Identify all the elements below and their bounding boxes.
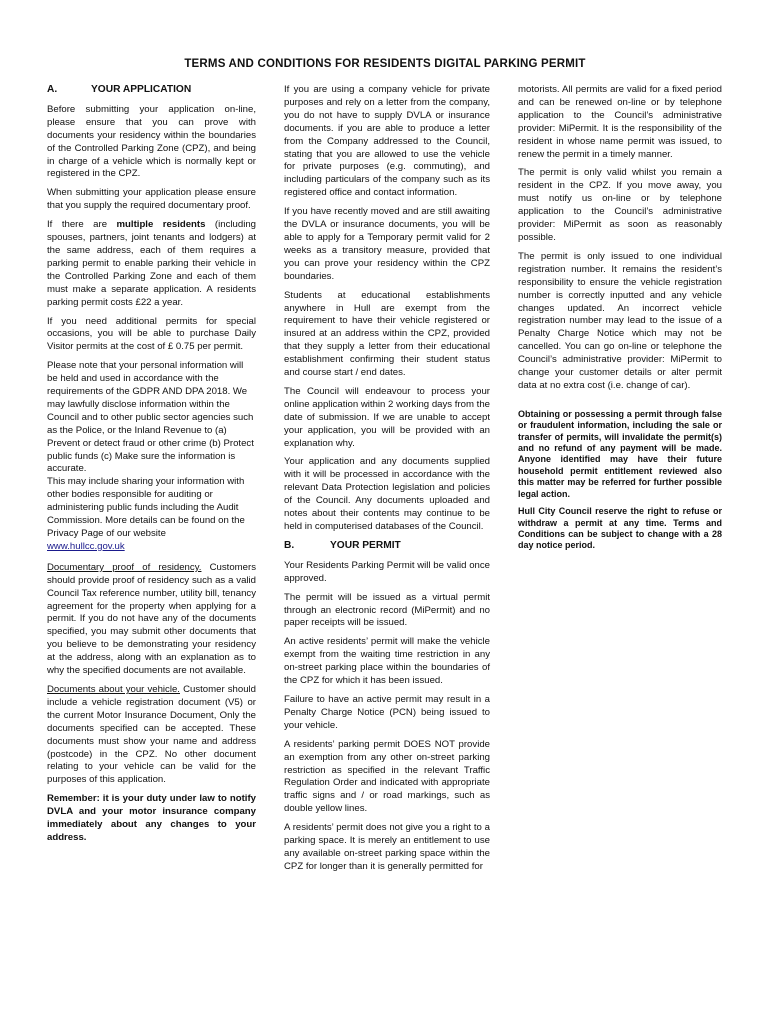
paragraph: The permit is only valid whilst you remain a resident in the CPZ. If you move away, you must notify us on-line or by telephone application to the Council’s administrative provider: MiPermit as soon as reasonably possible.: [518, 167, 722, 243]
column-2: [284, 84, 490, 880]
paragraph-sharing: This may include sharing your information with other bodies responsible for auditing or administering public funds including the Audit Commission. More details can be found on the Privacy Page of our website: [47, 476, 245, 539]
section-b-heading: [284, 540, 490, 553]
paragraph: A residents’ parking permit DOES NOT provide an exemption from any other on-street parking restriction as specified in the relevant Traffic Regulation Order and indicated with appropriate traffic signs and / or road markings, such as double yellow lines.: [284, 738, 490, 815]
section-b-title: YOUR PERMIT: [330, 539, 401, 551]
paragraph-council-rights: Hull City Council reserve the right to refuse or withdraw a permit at any time. Terms and Conditions can be subject to change with a 28 day notice period.: [518, 506, 722, 551]
bold-text: multiple residents: [116, 219, 206, 231]
text: If there are: [47, 219, 117, 231]
paragraph-multiple-residents: [47, 219, 256, 309]
paragraph-fraud-warning: Obtaining or possessing a permit through false or fraudulent information, including the sale or transfer of permits, will invalidate the permit(s) and no refund of any payment will be made. Anyone identified may have their future household permit entitlement reviewed also this matter may be referred for further possible legal action.: [518, 408, 722, 499]
column-3: [518, 84, 722, 558]
section-a-title: YOUR APPLICATION: [91, 84, 192, 95]
underlined-heading: Documents about your vehicle.: [47, 683, 180, 695]
paragraph: Your application and any documents supplied with it will be processed in accordance with the relevant Data Protection legislation and policies of the Council. Any documents uploaded and notes about their contents may continue to be held in computerised databases of the Council.: [284, 456, 490, 532]
paragraph: If you need additional permits for special occasions, you will be able to purchase Daily Visitor permits at the cost of £ 0.75 per permit.: [47, 315, 256, 353]
paragraph: Failure to have an active permit may result in a Penalty Charge Notice (PCN) being issued to your vehicle.: [284, 693, 490, 731]
spacer: [518, 399, 722, 409]
paragraph-vehicle-docs: [47, 684, 256, 787]
paragraph: An active residents’ permit will make the vehicle exempt from the waiting time restriction in any on-street parking place within the boundaries of the CPZ for which it has been issued.: [284, 636, 490, 687]
paragraph: Your Residents Parking Permit will be valid once approved.: [284, 559, 490, 584]
paragraph: A residents’ permit does not give you a right to a parking space. It is merely an entitlement to use any available on-street parking space within the CPZ for longer than it is generally permitted for: [284, 822, 490, 872]
section-b-letter: B.: [284, 539, 295, 551]
paragraph: The permit will be issued as a virtual permit through an electronic record (MiPermit) and no paper receipts will be issued.: [284, 591, 490, 629]
text: (including spouses, partners, joint tenants and lodgers) at the same address, each of them requires a parking permit to enable parking their vehicle in the Controlled Parking Zone and each of them must make a separate application. A residents parking permit costs £22 a year.: [47, 219, 257, 308]
website-link[interactable]: www.hullcc.gov.uk: [47, 540, 125, 552]
paragraph: The permit is only issued to one individual registration number. It remains the resident’s responsibility to ensure the vehicle registration number is correctly inputted and any vehicle changes updated. An incorrect vehicle registration number may lead to the issue of a Penalty Charge Notice which may not be cancelled. You can go on-line or telephone the Council’s administrative provider: MiPermit to change your customer details or alter permit data at no extra cost (i.e. change of car).: [518, 250, 722, 391]
paragraph: When submitting your application please ensure that you supply the required documentary proof.: [47, 187, 256, 212]
paragraph: Students at educational establishments anywhere in Hull are exempt from the requirement to have their vehicle registered or insured at an address within the CPZ, provided that they supply a letter from their educational establishment confirming their student status and course start / end dates.: [284, 289, 490, 379]
paragraph: If you have recently moved and are still awaiting the DVLA or insurance documents, you will be able to apply for a Temporary permit valid for 2 weeks as a transitory measure, provided that you can prove your residency within the CPZ boundaries.: [284, 206, 490, 282]
underlined-heading: Documentary proof of residency.: [47, 561, 202, 573]
text: Customers should provide proof of residency such as a valid Council Tax reference number, utility bill, tenancy agreement for the property when applying for a permit. If you do not have any of the documents specified, you may submit other documents that you believe to be demonstrating your residency at the address, along with an explanation as to why the specified documents are not available.: [47, 561, 257, 677]
section-a-heading: [47, 84, 256, 97]
section-a-letter: A.: [47, 84, 58, 95]
document-title: TERMS AND CONDITIONS FOR RESIDENTS DIGITAL PARKING PERMIT: [184, 58, 586, 70]
paragraph-proof-residency: [47, 562, 256, 678]
paragraph: If you are using a company vehicle for private purposes and rely on a letter from the company, you do not have to supply DVLA or insurance documents. if you are able to produce a letter from the Company addressed to the Council, stating that you are allowed to use the vehicle for private purposes (e.g. commuting), and including particulars of the company such as its registered office and contact information.: [284, 84, 490, 199]
paragraph: Before submitting your application on-line, please ensure that you can prove with documents your residency within the boundaries of the Controlled Parking Zone (CPZ), and being in charge of a vehicle which is normally kept or registered in the CPZ.: [47, 103, 256, 180]
column-1: [47, 84, 256, 851]
paragraph-remember: Remember: it is your duty under law to notify DVLA and your motor insurance company immediately about any changes to your address.: [47, 793, 256, 843]
paragraph: motorists. All permits are valid for a fixed period and can be renewed on-line or by telephone application to the Council’s administrative provider: MiPermit. It is the responsibility of the resident in whose name permit was issued, to renew the permit in a timely manner.: [518, 84, 722, 160]
paragraph: The Council will endeavour to process your online application within 2 working days from the date of submission. If we are unable to accept your application, you will be provided with an explanation why.: [284, 385, 490, 449]
paragraph-privacy: Please note that your personal information will be held and used in accordance with the requirements of the GDPR AND DPA 2018. We may lawfully disclose information within the Council and to other public sector agencies such as the Police, or the Inland Revenue to (a) Prevent or detect fraud or other crime (b) Protect public funds (c) Make sure the information is accurate.: [47, 360, 254, 475]
text: Customer should include a vehicle registration document (V5) or the current Motor Insurance Document, Only the documents specified can be accepted. These documents must show your name and address (postcode) in the CPZ. No other document relating to your vehicle can be valid for the purposes of this application.: [47, 683, 257, 786]
